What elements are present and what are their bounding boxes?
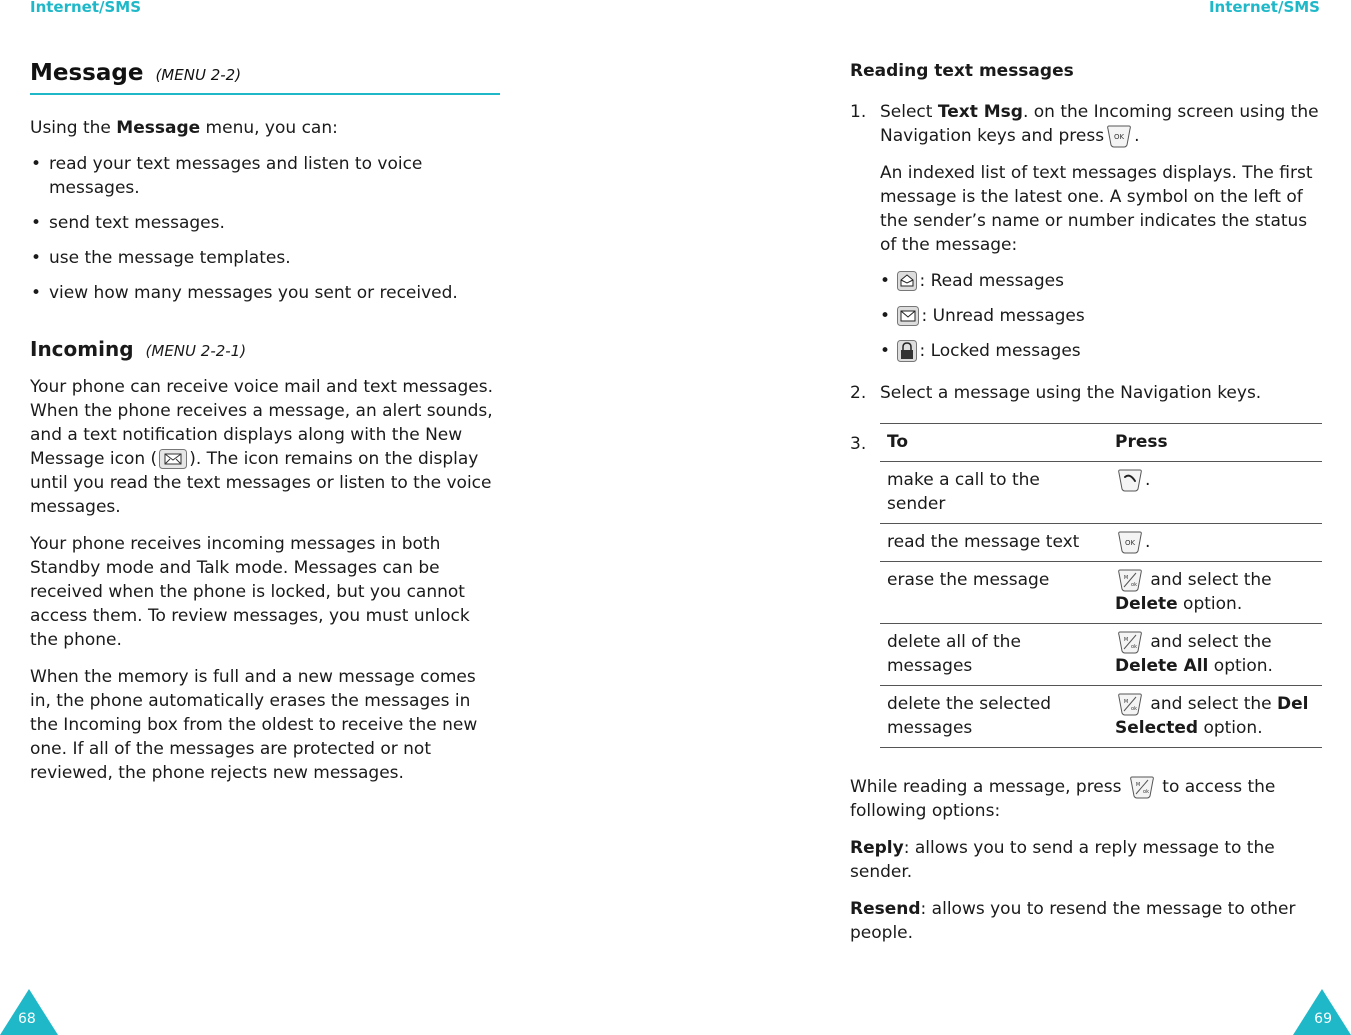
press-text: .: [1145, 532, 1151, 552]
page-number-badge: [0, 989, 58, 1035]
steps-list: [850, 100, 1322, 405]
menu-key-icon: [1117, 630, 1143, 654]
press-cell: [1108, 562, 1322, 624]
incoming-section-title: [30, 335, 500, 365]
table-row: [880, 524, 1322, 562]
menu-key-icon: [1117, 692, 1143, 716]
press-cell: [1108, 462, 1322, 524]
action-cell: read the message text: [880, 524, 1108, 562]
table-row: [880, 624, 1322, 686]
status-label: : Locked messages: [919, 341, 1081, 361]
svg-text:ok: ok: [1142, 789, 1149, 795]
column-header-press: Press: [1108, 424, 1322, 462]
step-text-pre: Select: [880, 102, 938, 122]
right-page: [676, 0, 1351, 1035]
options-intro: [850, 775, 1322, 823]
page-number: 68: [18, 1011, 36, 1027]
subsection-title-text: Incoming: [30, 337, 134, 361]
incoming-paragraph-3: When the memory is full and a new message comes in, the phone automatically erases the messages in the Incoming box from the oldest to receive the new one. If all of the messages are protected or not reviewed, the phone rejects new messages.: [30, 667, 478, 783]
svg-text:OK: OK: [1114, 133, 1125, 141]
incoming-paragraph-2: Your phone receives incoming messages in both Standby mode and Talk mode. Messages can be received when the phone is locked, but you cannot access them. To review messages, you must unlock the phone.: [30, 534, 470, 650]
running-head: Internet/SMS: [30, 0, 142, 16]
press-text: and select the: [1145, 570, 1272, 590]
actions-table: [880, 423, 1322, 748]
page-number-badge: [1293, 989, 1351, 1035]
press-cell: [1108, 686, 1322, 748]
press-text: and select the: [1145, 632, 1272, 652]
svg-text:ok: ok: [1131, 644, 1137, 650]
svg-text:M: M: [1123, 575, 1129, 581]
table-row: [880, 686, 1322, 748]
ok-key-icon: [1106, 124, 1132, 148]
lock-icon: [897, 340, 917, 362]
menu-key-icon: [1117, 568, 1143, 592]
incoming-paragraph-1: [30, 375, 500, 519]
step-3: [850, 423, 1322, 748]
action-cell: make a call to the sender: [880, 462, 1108, 524]
option-description: : allows you to resend the message to other people.: [850, 899, 1296, 943]
option-reply: [850, 836, 1322, 884]
intro-prefix: Using the: [30, 118, 117, 138]
option-description: : allows you to send a reply message to the sender.: [850, 838, 1275, 882]
intro-suffix: menu, you can:: [200, 118, 338, 138]
left-page: [0, 0, 675, 1035]
step-text: [880, 100, 1322, 148]
running-head: Internet/SMS: [1208, 0, 1320, 16]
reading-heading: Reading text messages: [850, 61, 1074, 81]
table-header-row: [880, 424, 1322, 462]
press-text: option.: [1208, 656, 1273, 676]
message-section-title: [30, 58, 500, 95]
list-item: • send text messages.: [30, 211, 500, 235]
table-row: [880, 462, 1322, 524]
status-symbol-list: [880, 269, 1322, 363]
press-cell: [1108, 524, 1322, 562]
svg-text:M: M: [1123, 699, 1129, 705]
menu-key-icon: [1129, 775, 1155, 799]
option-name: Del Selected: [1115, 694, 1309, 738]
paragraph-text: Your phone can receive voice mail and text messages. When the phone receives a message, an alert sounds, and a text notification displays along with the New Message icon (: [30, 377, 493, 469]
press-text: .: [1145, 470, 1151, 490]
ok-key-icon: [1117, 530, 1143, 554]
table-row: [880, 562, 1322, 624]
intro-bold: Message: [116, 118, 201, 138]
svg-text:M: M: [1135, 782, 1141, 788]
status-locked: • : Locked messages: [880, 341, 1081, 361]
svg-text:ok: ok: [1131, 706, 1137, 712]
list-item: • use the message templates.: [30, 246, 500, 270]
svg-text:ok: ok: [1131, 582, 1137, 588]
step-2: [850, 381, 1322, 405]
options-intro-pre: While reading a message, press: [850, 777, 1122, 797]
option-resend: [850, 897, 1322, 945]
message-intro: [30, 116, 500, 140]
read-envelope-icon: [897, 271, 917, 291]
right-column: [850, 59, 1322, 945]
status-unread: • : Unread messages: [880, 306, 1085, 326]
status-label: : Read messages: [919, 271, 1064, 291]
list-item: • view how many messages you sent or received.: [30, 281, 500, 305]
left-column: [30, 58, 500, 785]
list-item: • read your text messages and listen to voice messages.: [30, 152, 500, 200]
options-intro-post: to access the following options:: [850, 777, 1276, 821]
status-read: • : Read messages: [880, 271, 1064, 291]
action-cell: delete the selected messages: [880, 686, 1108, 748]
section-title-text: Message: [30, 60, 144, 86]
new-message-icon: [159, 449, 187, 469]
option-name: Delete: [1115, 594, 1178, 614]
step-number: 1.: [850, 102, 867, 122]
press-text: and select the: [1145, 694, 1278, 714]
action-cell: delete all of the messages: [880, 624, 1108, 686]
press-text: option.: [1177, 594, 1243, 614]
page-number: 69: [1314, 1011, 1332, 1027]
step-text-end: .: [1134, 126, 1140, 146]
menu-code: (MENU 2-2): [155, 66, 242, 84]
send-key-icon: [1117, 468, 1143, 492]
step-text: Select a message using the Navigation keys.: [880, 383, 1262, 403]
step-number: 2.: [850, 383, 867, 403]
step-text-post: . on the Incoming screen using the Navigation keys and press: [880, 102, 1319, 146]
press-cell: [1108, 624, 1322, 686]
menu-code: (MENU 2-2-1): [145, 342, 247, 360]
step-1: [850, 100, 1322, 363]
status-label: : Unread messages: [921, 306, 1085, 326]
option-name: Delete All: [1115, 656, 1209, 676]
option-term: Reply: [850, 838, 904, 858]
column-header-to: To: [880, 424, 1108, 462]
svg-text:M: M: [1123, 637, 1129, 643]
paragraph-text: ). The icon remains on the display until you read the text messages or listen to the voice messages.: [30, 449, 492, 517]
option-term: Resend: [850, 899, 921, 919]
action-cell: erase the message: [880, 562, 1108, 624]
step-number: 3.: [850, 434, 867, 454]
message-feature-list: [30, 152, 500, 305]
step-detail: An indexed list of text messages displays. The first message is the latest one. A symbol on the left of the sender’s name or number indicates the status of the message:: [880, 163, 1313, 255]
step-text-bold: Text Msg: [937, 102, 1023, 122]
press-text: option.: [1198, 718, 1263, 738]
svg-text:OK: OK: [1124, 539, 1136, 547]
unread-envelope-icon: [897, 306, 919, 326]
